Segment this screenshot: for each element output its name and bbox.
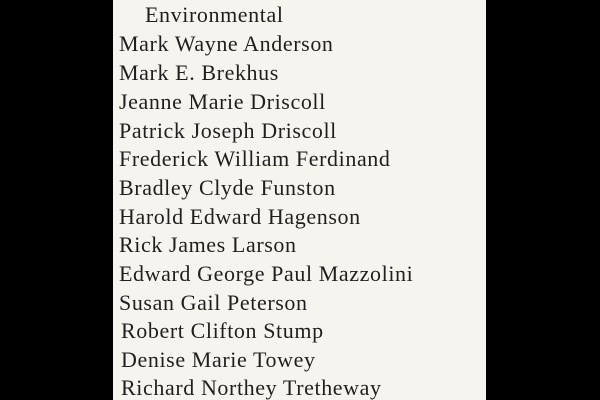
document-page bbox=[113, 0, 486, 400]
name-entry: Bradley Clyde Funston bbox=[119, 175, 336, 200]
name-entry: Edward George Paul Mazzolini bbox=[119, 261, 414, 286]
name-entry: Susan Gail Peterson bbox=[119, 290, 308, 315]
section-heading: Environmental bbox=[145, 2, 284, 27]
name-entry: Rick James Larson bbox=[119, 232, 297, 257]
name-entry: Harold Edward Hagenson bbox=[119, 204, 361, 229]
name-entry: Frederick William Ferdinand bbox=[119, 146, 391, 171]
name-entry: Patrick Joseph Driscoll bbox=[119, 118, 337, 143]
name-list bbox=[113, 0, 486, 400]
name-entry: Mark Wayne Anderson bbox=[119, 31, 334, 56]
name-entry: Robert Clifton Stump bbox=[121, 318, 324, 343]
name-entry: Richard Northey Tretheway bbox=[121, 375, 382, 400]
name-entry: Denise Marie Towey bbox=[121, 347, 316, 372]
name-entry: Jeanne Marie Driscoll bbox=[119, 89, 326, 114]
name-entry: Mark E. Brekhus bbox=[119, 60, 279, 85]
